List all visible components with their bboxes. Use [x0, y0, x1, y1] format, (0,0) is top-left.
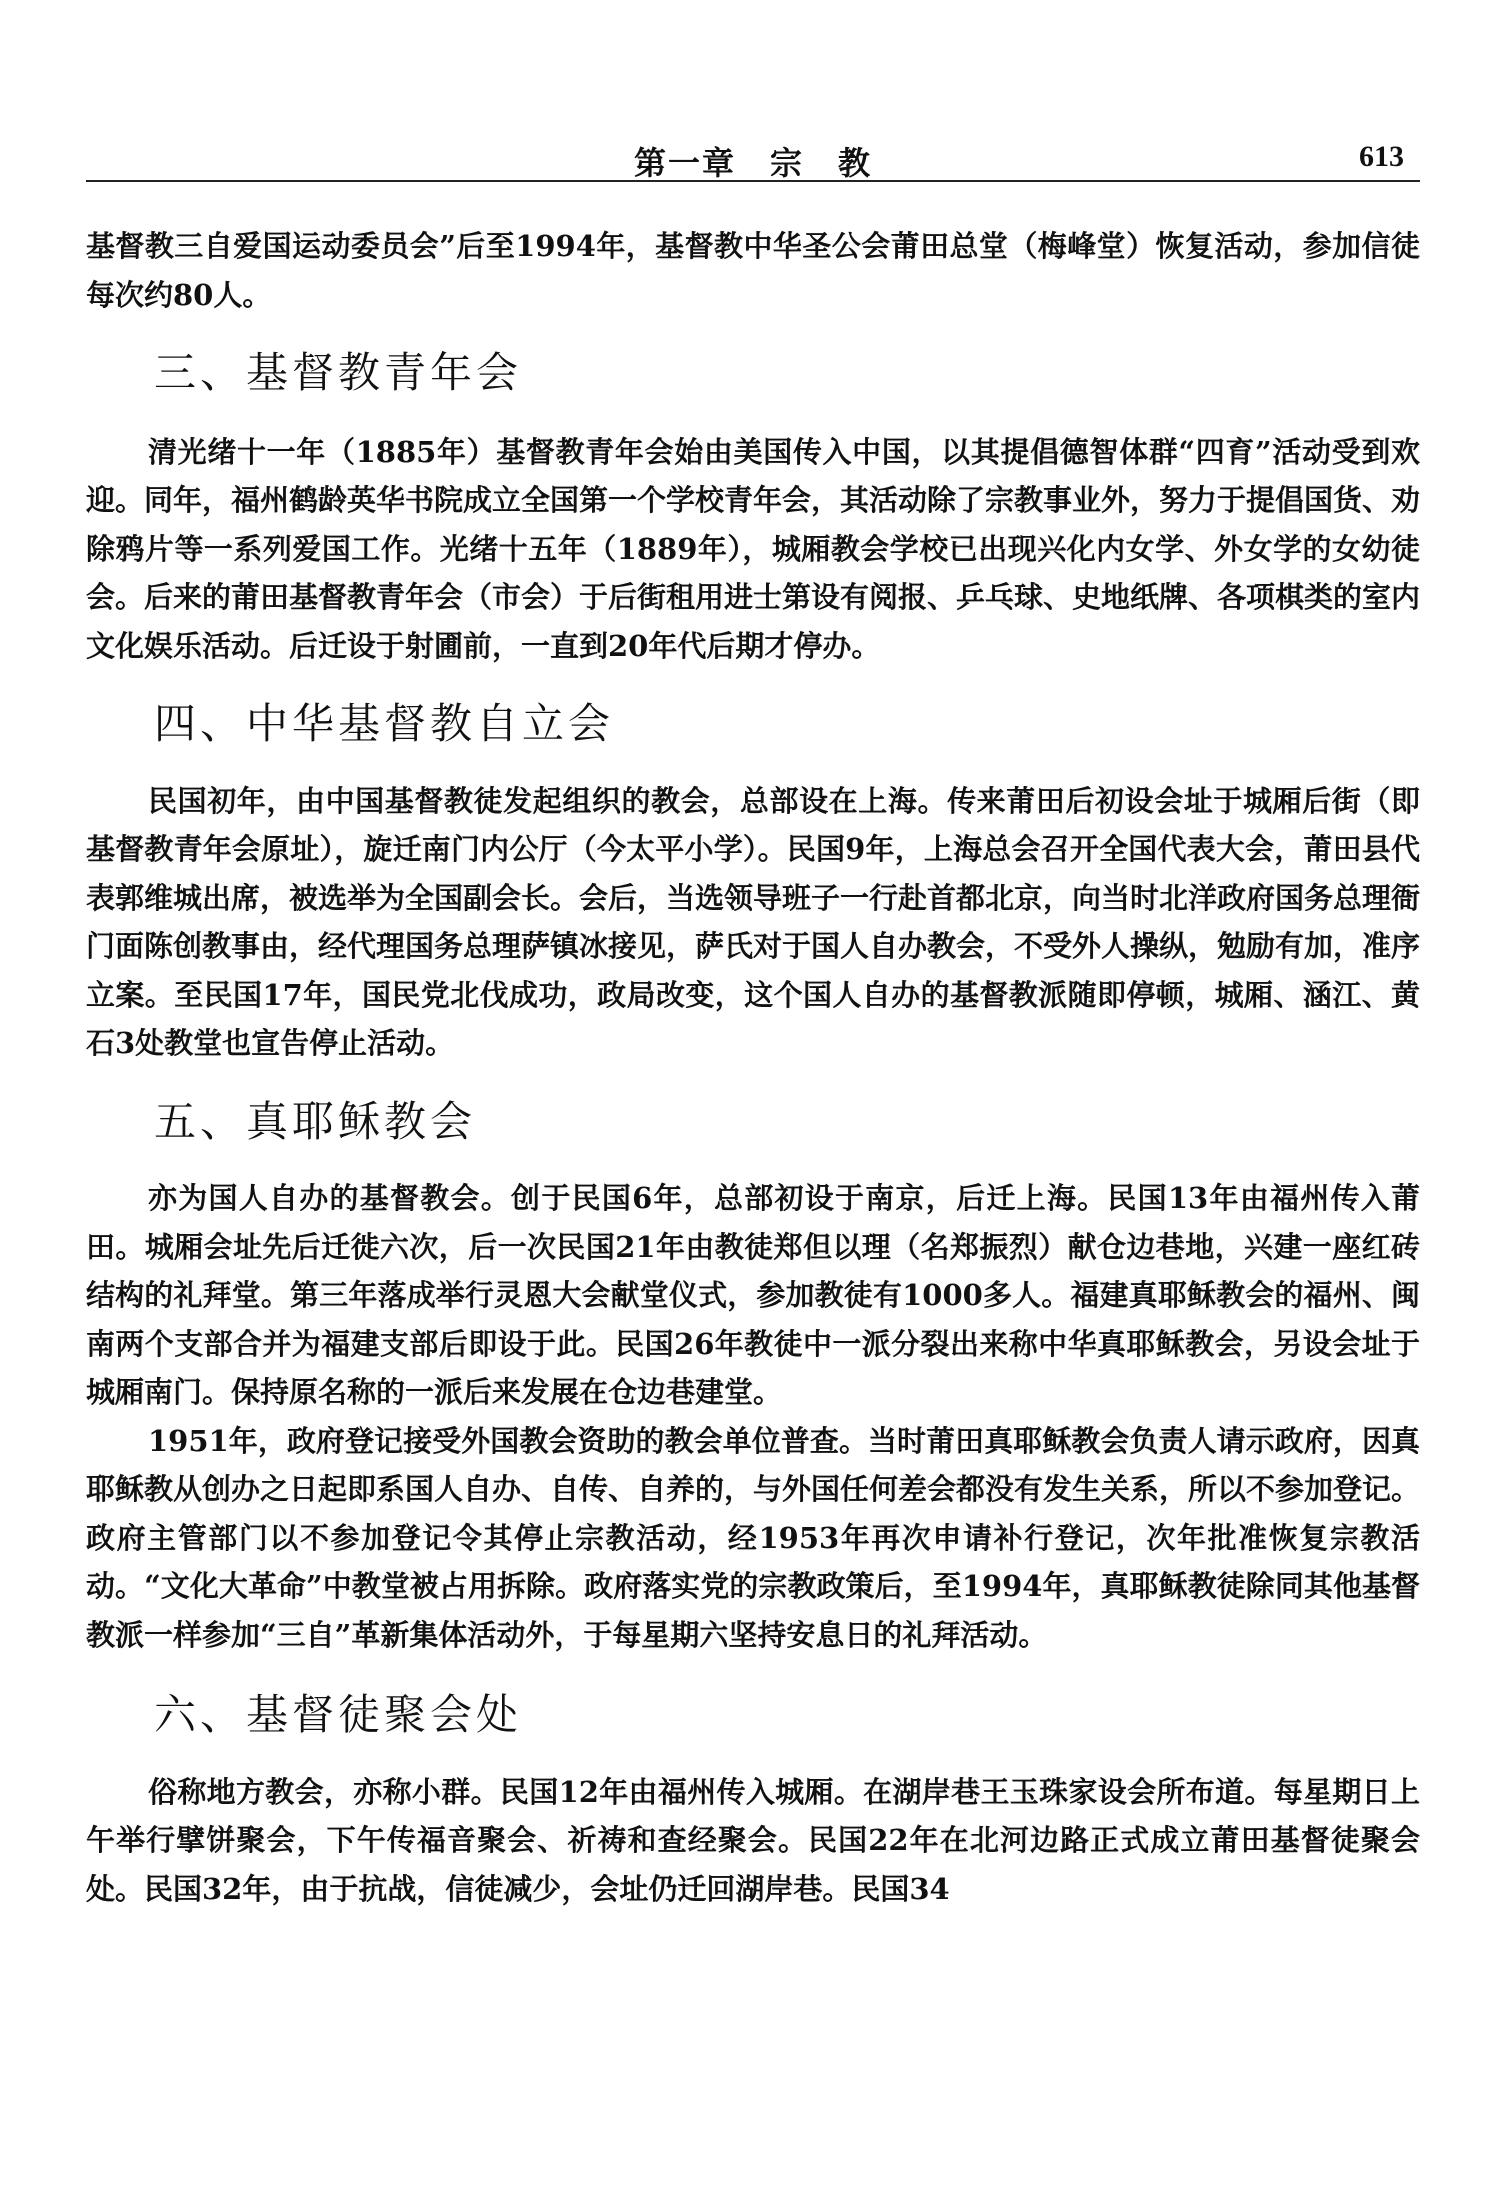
chapter-title: 第一章 宗 教 — [633, 144, 872, 182]
paragraph-true-jesus-church-1: 亦为国人自办的基督教会。创于民国6年，总部初设于南京，后迁上海。民国13年由福州传入莆田。城厢会址先后迁徙六次，后一次民国21年由教徒郑但以理（名郑振烈）献仓边巷地，兴建一座红砖结构的礼拜堂。第三年落成举行灵恩大会献堂仪式，参加教徒有1000多人。福建真耶稣教会的福州、闽南两个支部合并为福建支部后即设于此。民国26年教徒中一派分裂出来称中华真耶稣教会，另设会址于城厢南门。保持原名称的一派后来发展在仓边巷建堂。 — [86, 1181, 1420, 1409]
intro-paragraph: 基督教三自爱国运动委员会”后至1994年，基督教中华圣公会莆田总堂（梅峰堂）恢复活动，参加信徒每次约80人。 — [86, 229, 1420, 312]
running-header — [86, 120, 1420, 182]
page-number: 613 — [1359, 140, 1404, 173]
paragraph-true-jesus-church-2: 1951年，政府登记接受外国教会资助的教会单位普查。当时莆田真耶稣教会负责人请示政府，因真耶稣教从创办之日起即系国人自办、自传、自养的，与外国任何差会都没有发生关系，所以不参加登记。政府主管部门以不参加登记令其停止宗教活动，经1953年再次申请补行登记，次年批准恢复宗教活动。“文化大革命”中教堂被占用拆除。政府落实党的宗教政策后，至1994年，真耶稣教徒除同其他基督教派一样参加“三自”革新集体活动外，于每星期六坚持安息日的礼拜活动。 — [86, 1423, 1421, 1652]
section-heading-independent-church: 四、中华基督教自立会 — [154, 699, 615, 748]
section-heading-assembly-hall: 六、基督徒聚会处 — [154, 1690, 523, 1739]
section-heading-ymca: 三、基督教青年会 — [154, 348, 523, 397]
paragraph-assembly-hall: 俗称地方教会，亦称小群。民国12年由福州传入城厢。在湖岸巷王玉珠家设会所布道。每星期日上午举行擘饼聚会，下午传福音聚会、祈祷和查经聚会。民国22年在北河边路正式成立莆田基督徒聚会处。民国32年，由于抗战，信徒减少，会址仍迁回湖岸巷。民国34 — [86, 1774, 1420, 1906]
page-body — [86, 222, 1420, 1913]
section-heading-true-jesus-church: 五、真耶稣教会 — [154, 1096, 477, 1146]
paragraph-independent-church: 民国初年，由中国基督教徒发起组织的教会，总部设在上海。传来莆田后初设会址于城厢后街（即基督教青年会原址），旋迁南门内公厅（今太平小学）。民国9年，上海总会召开全国代表大会，莆田县代表郭维城出席，被选举为全国副会长。会后，当选领导班子一行赴首都北京，向当时北洋政府国务总理衙门面陈创教事由，经代理国务总理萨镇冰接见，萨氏对于国人自办教会，不受外人操纵，勉励有加，准序立案。至民国17年，国民党北伐成功，政局改变，这个国人自办的基督教派随即停顿，城厢、涵江、黄石3处教堂也宣告停止活动。 — [86, 783, 1421, 1060]
paragraph-ymca: 清光绪十一年（1885年）基督教青年会始由美国传入中国，以其提倡德智体群“四育”活动受到欢迎。同年，福州鹤龄英华书院成立全国第一个学校青年会，其活动除了宗教事业外，努力于提倡国货、劝除鸦片等一系列爱国工作。光绪十五年（1889年），城厢教会学校已出现兴化内女学、外女学的女幼徒会。后来的莆田基督教青年会（市会）于后街租用进士第设有阅报、乒乓球、史地纸牌、各项棋类的室内文化娱乐活动。后迁设于射圃前，一直到20年代后期才停办。 — [86, 434, 1421, 663]
